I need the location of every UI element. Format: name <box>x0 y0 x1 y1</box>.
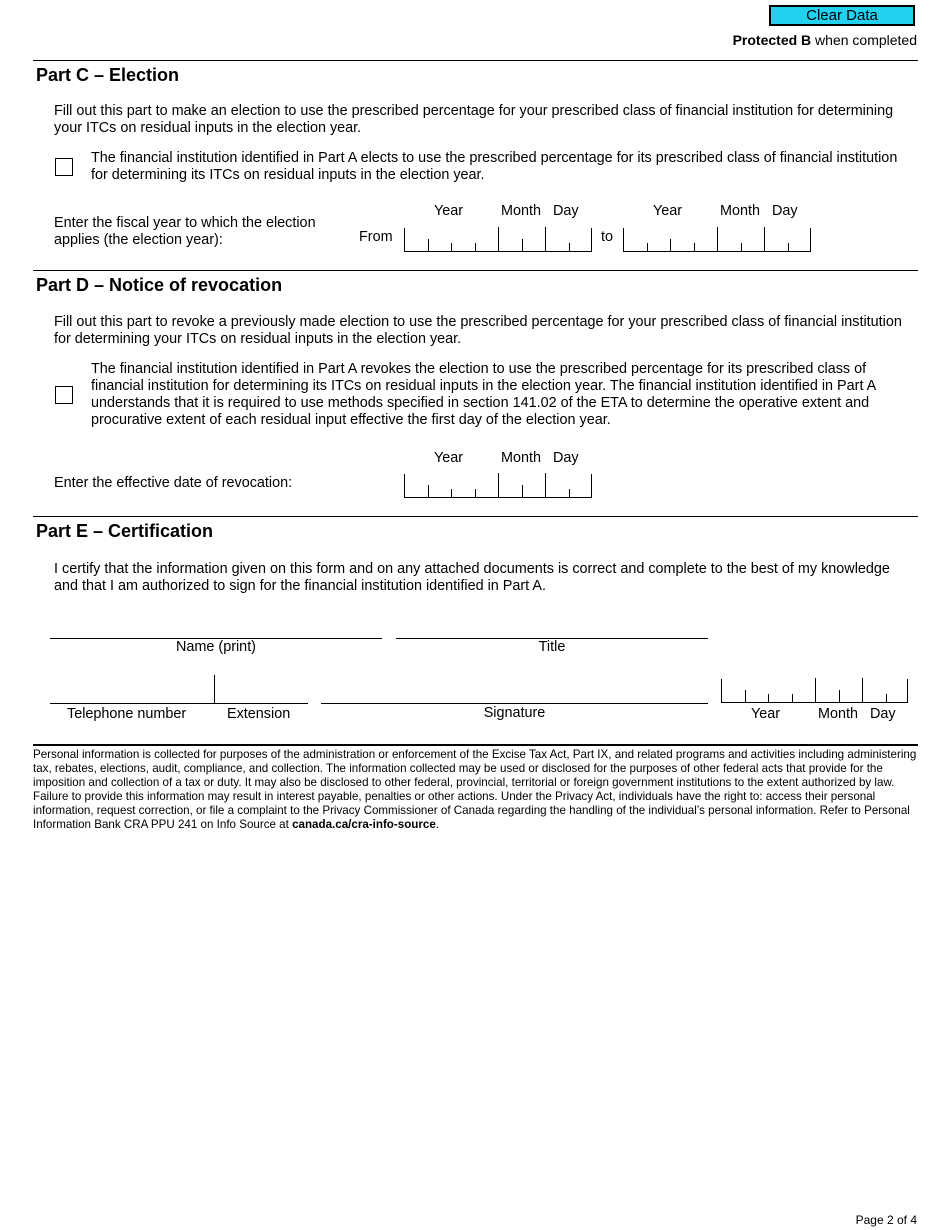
from-day-header: Day <box>553 203 579 219</box>
divider <box>33 744 918 746</box>
divider <box>33 516 918 517</box>
part-d-title: Part D – Notice of revocation <box>36 275 283 295</box>
part-d-intro: Fill out this part to revoke a previously made election to use the prescribed percentage for your prescribed class of financial institution for determining your ITCs on residual inputs in the election year. <box>54 314 902 347</box>
part-c-election-checkbox[interactable] <box>55 158 73 176</box>
certification-date-field[interactable] <box>721 679 908 703</box>
part-c-checkbox-text: The financial institution identified in Part A elects to use the prescribed percentage for its prescribed class of financial institution for determining its ITCs on residual inputs in the election year. <box>91 150 898 183</box>
to-label: to <box>601 229 614 245</box>
privacy-notice <box>33 748 918 832</box>
signature-line <box>321 703 708 704</box>
extension-label: Extension <box>227 706 291 722</box>
part-c-title: Part C – Election <box>36 65 180 85</box>
certification-day-header: Day <box>870 706 896 722</box>
privacy-end: . <box>435 818 440 831</box>
revocation-month-header: Month <box>501 450 541 466</box>
name-print-field[interactable] <box>50 614 382 638</box>
privacy-text: Personal information is collected for purposes of the administration or enforcement of the Excise Tax Act, Part IX, and related programs and activities including administering tax, rebates, elections, audit, compliance, and collection. The information collected may be used or disclosed for the purposes of other federal acts that provide for the imposition and collection of a tax or duty. It may also be disclosed to other federal, provincial, territorial or foreign government institutions to the extent authorized by law. Failure to provide this information may result in interest payable, penalties or other actions. Under the Privacy Act, individuals have the right to: access their personal information, request correction, or file a complaint to the Privacy Commissioner of Canada regarding the handling of the individual’s personal information. Refer to Personal Information Bank CRA PPU 241 on Info Source at <box>33 748 917 831</box>
protected-rest: when completed <box>811 32 917 48</box>
fiscal-year-label-1: Enter the fiscal year to which the election <box>54 215 316 231</box>
protected-bold: Protected B <box>732 32 812 48</box>
part-e-title: Part E – Certification <box>36 521 214 541</box>
from-label: From <box>359 229 393 245</box>
from-date-field[interactable] <box>404 228 592 252</box>
privacy-link[interactable]: canada.ca/cra-info-source <box>292 818 436 831</box>
protected-status <box>733 32 917 48</box>
from-year-header: Year <box>434 203 464 219</box>
certification-month-header: Month <box>818 706 858 722</box>
divider <box>33 270 918 271</box>
part-d-revocation-checkbox[interactable] <box>55 386 73 404</box>
from-month-header: Month <box>501 203 541 219</box>
part-c-intro: Fill out this part to make an election to use the prescribed percentage for your prescribed class of financial institution for determining your ITCs on residual inputs in the election year. <box>54 103 894 136</box>
extension-field[interactable] <box>215 675 308 703</box>
page-number: Page 2 of 4 <box>855 1213 917 1227</box>
telephone-label: Telephone number <box>67 706 187 722</box>
revocation-date-field[interactable] <box>404 474 592 498</box>
to-day-header: Day <box>772 203 798 219</box>
revocation-year-header: Year <box>434 450 464 466</box>
to-year-header: Year <box>653 203 683 219</box>
phone-line <box>50 703 308 704</box>
divider <box>33 60 918 61</box>
telephone-field[interactable] <box>50 675 214 703</box>
revocation-day-header: Day <box>553 450 579 466</box>
fiscal-year-label-2: applies (the election year): <box>54 232 223 248</box>
part-d-checkbox-text: The financial institution identified in Part A revokes the election to use the prescribed percentage for its prescribed class of financial institution for determining its ITCs on residual inputs in the election year. The financial institution identified in Part A understands that it is required to use methods specified in section 141.02 of the ETA to determine the operative extent and procurative extent of each residual input effective the first day of the election year. <box>91 361 876 428</box>
title-label: Title <box>538 639 566 655</box>
signature-label: Signature <box>483 705 546 721</box>
clear-data-button[interactable]: Clear Data <box>769 5 915 26</box>
to-date-field[interactable] <box>623 228 811 252</box>
signature-field[interactable] <box>321 675 708 703</box>
revocation-date-label: Enter the effective date of revocation: <box>54 475 293 491</box>
part-e-intro: I certify that the information given on this form and on any attached documents is correct and complete to the best of my knowledge and that I am authorized to sign for the financial institution identified in Part A. <box>54 561 890 594</box>
certification-year-header: Year <box>751 706 781 722</box>
title-field[interactable] <box>396 614 708 638</box>
phone-extension-divider <box>214 675 215 703</box>
name-print-label: Name (print) <box>176 639 256 655</box>
to-month-header: Month <box>720 203 760 219</box>
